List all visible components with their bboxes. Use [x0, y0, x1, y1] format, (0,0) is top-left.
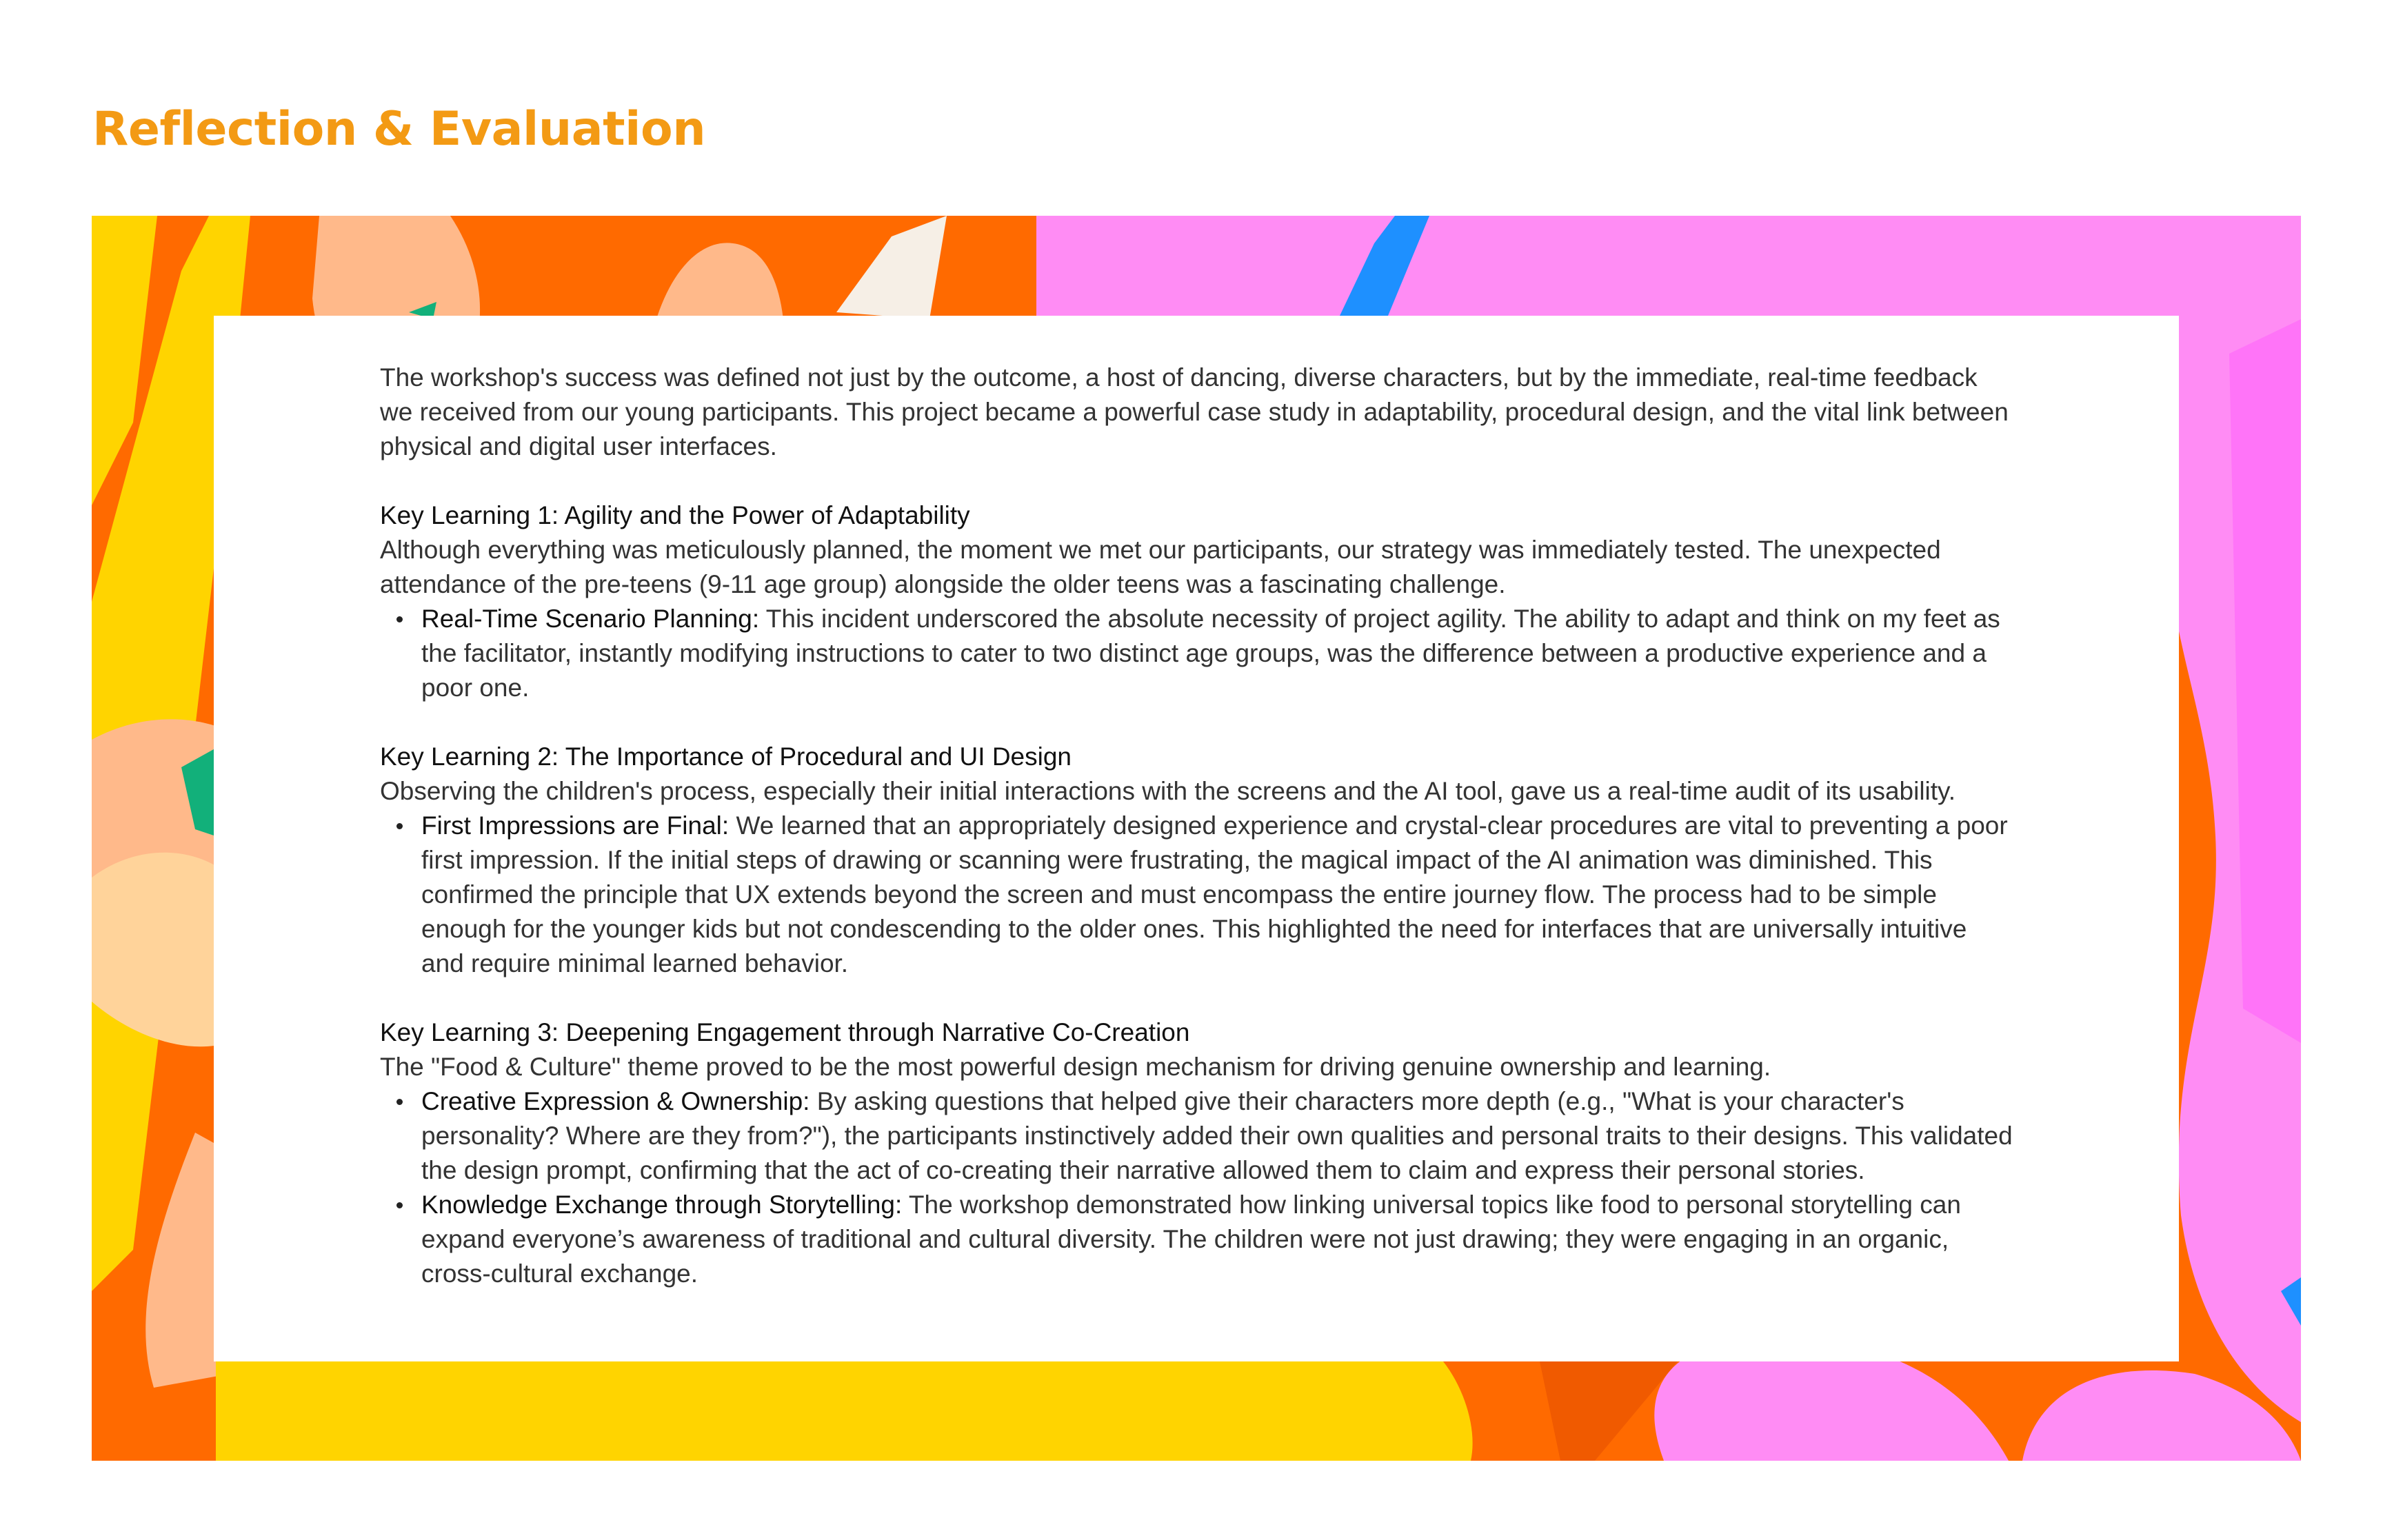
section-body: Observing the children's process, especially their initial interactions with the screens and the AI tool, gave us a real-time audit of its usability. [380, 777, 1956, 805]
bullet-lead: Real-Time Scenario Planning: [421, 605, 760, 633]
bullet-item [421, 1188, 2013, 1291]
key-learning-section-1 [380, 498, 2013, 705]
bullet-list [380, 809, 2013, 981]
bullet-text: By asking questions that helped give their characters more depth (e.g., "What is your character's personality? Where are they from?"), the participants instinctively added their own qualities and personal traits to their designs. This validated the design prompt, confirming that the act of co-creating their narrative allowed them to claim and express their personal stories. [421, 1087, 2013, 1184]
bullet-text: This incident underscored the absolute necessity of project agility. The ability to adapt and think on my feet as the facilitator, instantly modifying instructions to cater to two distinct age groups, was the difference between a productive experience and a poor one. [421, 605, 2000, 702]
bullet-list [380, 602, 2013, 705]
bullet-lead: Knowledge Exchange through Storytelling: [421, 1191, 903, 1219]
bullet-item [421, 602, 2013, 705]
bullet-item [421, 809, 2013, 981]
yellow-band-bottom [216, 1361, 1473, 1461]
section-heading: Key Learning 2: The Importance of Procedural and UI Design [380, 742, 1072, 771]
page-title: Reflection & Evaluation [92, 102, 706, 156]
key-learning-section-2 [380, 740, 2013, 981]
key-learning-section-3 [380, 1015, 2013, 1291]
bullet-item [421, 1084, 2013, 1188]
bullet-text: The workshop demonstrated how linking universal topics like food to personal storytelling can expand everyone’s awareness of traditional and cultural diversity. The children were not just drawing; they were engaging in an organic, cross-cultural exchange. [421, 1191, 1961, 1288]
bullet-lead: Creative Expression & Ownership: [421, 1087, 810, 1115]
section-heading: Key Learning 3: Deepening Engagement through Narrative Co-Creation [380, 1018, 1190, 1046]
bullet-list [380, 1084, 2013, 1291]
bullet-lead: First Impressions are Final: [421, 811, 730, 840]
section-body: The "Food & Culture" theme proved to be the most powerful design mechanism for driving genuine ownership and learning. [380, 1053, 1771, 1081]
section-heading: Key Learning 1: Agility and the Power of Adaptability [380, 501, 970, 529]
reflection-content-card [214, 316, 2179, 1361]
bullet-text: We learned that an appropriately designed experience and crystal-clear procedures are vital to preventing a poor first impression. If the initial steps of drawing or scanning were frustrating, the magical impact of the AI animation was diminished. This confirmed the principle that UX extends beyond the screen and must encompass the entire journey flow. The process had to be simple enough for the younger kids but not condescending to the older ones. This highlighted the need for interfaces that are universally intuitive and require minimal learned behavior. [421, 811, 2008, 977]
section-body: Although everything was meticulously planned, the moment we met our participants, our strategy was immediately tested. The unexpected attendance of the pre-teens (9-11 age group) alongside the older teens was a fascinating challenge. [380, 536, 1941, 598]
intro-paragraph: The workshop's success was defined not just by the outcome, a host of dancing, diverse characters, but by the immediate, real-time feedback we received from our young participants. This project became a powerful case study in adaptability, procedural design, and the vital link between physical and digital user interfaces. [380, 363, 2009, 460]
pink-blob-top [1036, 216, 2301, 316]
